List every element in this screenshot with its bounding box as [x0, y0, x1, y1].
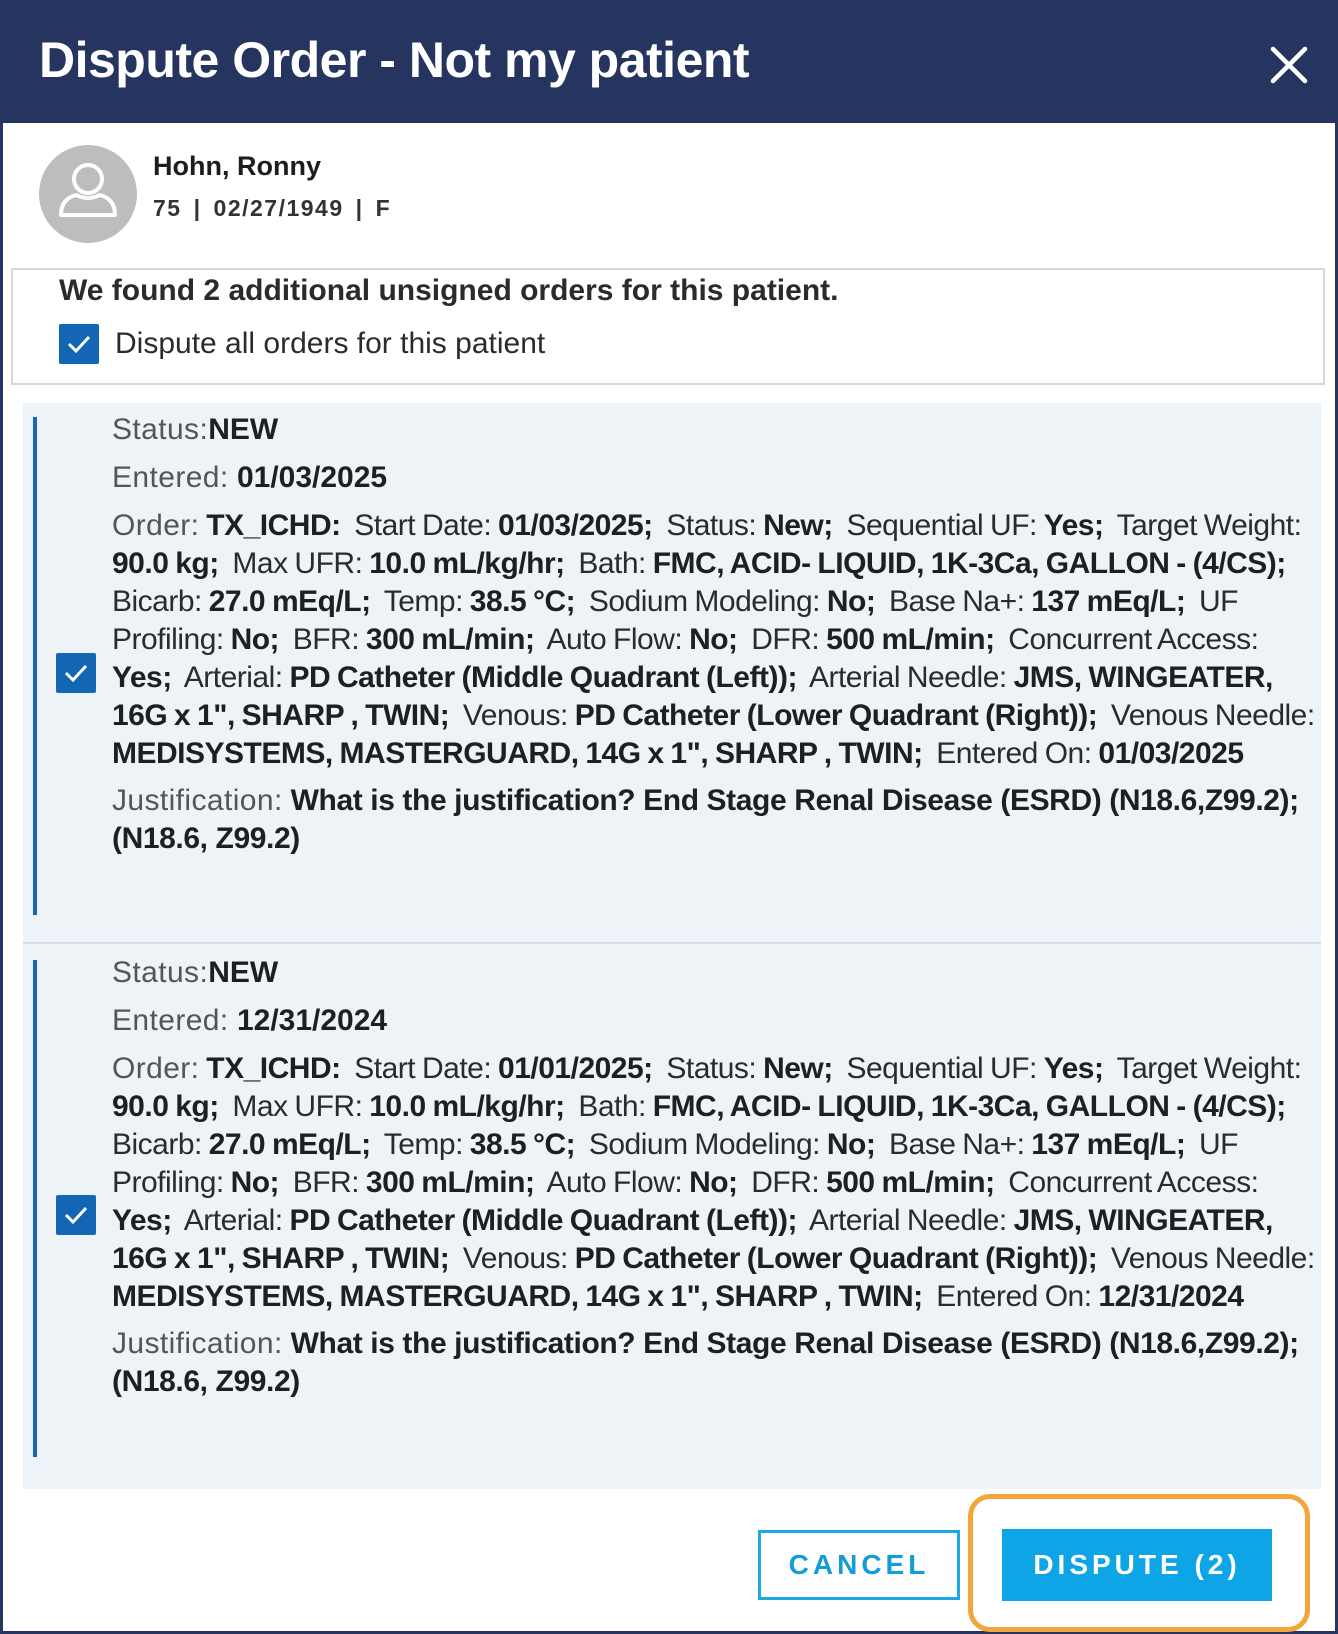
field-label: DFR:: [751, 623, 820, 656]
field-label: Venous Needle:: [1110, 1242, 1315, 1275]
field-value: PD Catheter (Lower Quadrant (Right));: [574, 699, 1098, 732]
field-value: FMC, ACID- LIQUID, 1K-3Ca, GALLON - (4/CS);: [652, 1090, 1286, 1123]
dialog-title: Dispute Order - Not my patient: [39, 32, 750, 88]
order-details: [112, 411, 1322, 858]
justification-label: Justification:: [112, 784, 283, 817]
field-label: BFR:: [292, 1166, 360, 1199]
field-label: Sequential UF:: [846, 1052, 1037, 1085]
field-value: 01/01/2025;: [498, 1052, 653, 1085]
field-label: Start Date:: [354, 1052, 492, 1085]
notice-message: We found 2 additional unsigned orders for this patient.: [59, 274, 839, 307]
order-code: TX_ICHD:: [206, 509, 341, 542]
orders-list: [23, 403, 1321, 1489]
patient-dob: 02/27/1949: [213, 195, 344, 221]
field-label: Target Weight:: [1116, 1052, 1302, 1085]
order-status: NEW: [208, 956, 279, 989]
field-label: UF Profiling:: [112, 585, 1238, 656]
order-entered-line: [112, 459, 1322, 497]
field-label: Venous:: [462, 1242, 568, 1275]
order-entered-date: 12/31/2024: [236, 1004, 388, 1037]
entered-label: Entered:: [112, 461, 229, 494]
field-label: Concurrent Access:: [1008, 1166, 1259, 1199]
dialog-header: [3, 3, 1335, 123]
field-label: Sodium Modeling:: [588, 585, 820, 618]
field-value: 27.0 mEq/L;: [208, 585, 371, 618]
field-label: Arterial Needle:: [808, 661, 1007, 694]
order-justification: [112, 1325, 1322, 1401]
order-checkbox[interactable]: [56, 1195, 96, 1235]
field-value: No;: [826, 585, 876, 618]
field-value: FMC, ACID- LIQUID, 1K-3Ca, GALLON - (4/CS);: [652, 547, 1286, 580]
field-value: JMS, WINGEATER, 16G x 1", SHARP , TWIN;: [112, 1204, 1273, 1275]
field-label: DFR:: [751, 1166, 820, 1199]
patient-header: [39, 145, 1299, 255]
field-label: Status:: [666, 509, 757, 542]
order-checkbox-wrap[interactable]: [56, 1195, 96, 1235]
field-label: Base Na+:: [889, 585, 1025, 618]
field-value: JMS, WINGEATER, 16G x 1", SHARP , TWIN;: [112, 661, 1273, 732]
field-label: Arterial Needle:: [808, 1204, 1007, 1237]
order-summary: [112, 1050, 1322, 1316]
order-justification: [112, 782, 1322, 858]
field-label: Venous:: [462, 699, 568, 732]
field-label: Bicarb:: [112, 1128, 202, 1161]
user-avatar-icon: [39, 145, 137, 243]
checkmark-icon: [64, 329, 94, 359]
field-value: 38.5 °C;: [469, 585, 576, 618]
field-value: Yes;: [112, 1204, 172, 1237]
field-label: Max UFR:: [232, 1090, 363, 1123]
field-value: 27.0 mEq/L;: [208, 1128, 371, 1161]
field-value: 90.0 kg;: [112, 1090, 219, 1123]
field-value: Yes;: [112, 661, 172, 694]
field-value: No;: [689, 1166, 738, 1199]
dispute-button[interactable]: DISPUTE (2): [1002, 1529, 1272, 1601]
field-label: Entered On:: [936, 1280, 1092, 1313]
patient-sex: F: [375, 195, 392, 221]
field-value: No;: [689, 623, 738, 656]
field-value: 300 mL/min;: [365, 623, 535, 656]
checkmark-icon: [61, 658, 91, 688]
checkmark-icon: [61, 1200, 91, 1230]
field-label: Venous Needle:: [1110, 699, 1315, 732]
field-value: PD Catheter (Middle Quadrant (Left));: [289, 661, 797, 694]
cancel-button[interactable]: CANCEL: [758, 1530, 960, 1600]
field-label: Bicarb:: [112, 585, 202, 618]
field-label: Temp:: [383, 585, 463, 618]
field-value: 10.0 mL/kg/hr;: [369, 547, 565, 580]
field-value: 137 mEq/L;: [1031, 585, 1186, 618]
additional-orders-notice: [11, 268, 1325, 385]
separator: |: [193, 195, 202, 221]
field-value: No;: [230, 623, 280, 656]
separator: |: [355, 195, 364, 221]
justification-label: Justification:: [112, 1327, 283, 1360]
status-label: Status:: [112, 413, 209, 446]
field-value: Yes;: [1043, 509, 1104, 542]
patient-demographics: [153, 195, 391, 222]
order-accent-bar: [33, 960, 37, 1457]
field-value: 12/31/2024: [1098, 1280, 1244, 1313]
field-label: BFR:: [292, 623, 360, 656]
field-value: 300 mL/min;: [365, 1166, 535, 1199]
close-icon: [1265, 41, 1313, 89]
order-checkbox[interactable]: [56, 653, 96, 693]
order-accent-bar: [33, 417, 37, 915]
order-status-line: [112, 411, 1322, 449]
field-label: Concurrent Access:: [1008, 623, 1259, 656]
justification-text: What is the justification? End Stage Renal Disease (ESRD) (N18.6,Z99.2); (N18.6, Z99.2): [112, 784, 1299, 855]
order-entered-line: [112, 1002, 1322, 1040]
field-value: 500 mL/min;: [826, 1166, 995, 1199]
field-value: Yes;: [1043, 1052, 1104, 1085]
field-label: Bath:: [578, 547, 646, 580]
field-value: 500 mL/min;: [826, 623, 995, 656]
field-value: New;: [763, 509, 833, 542]
order-summary: [112, 507, 1322, 773]
entered-label: Entered:: [112, 1004, 229, 1037]
field-value: New;: [763, 1052, 833, 1085]
order-status-line: [112, 954, 1322, 992]
patient-name: Hohn, Ronny: [153, 151, 321, 181]
field-label: Auto Flow:: [546, 623, 683, 656]
field-value: 137 mEq/L;: [1031, 1128, 1186, 1161]
field-value: No;: [826, 1128, 876, 1161]
dispute-all-checkbox[interactable]: [59, 324, 99, 364]
field-label: Entered On:: [936, 737, 1092, 770]
order-card: [23, 944, 1321, 1489]
order-code: TX_ICHD:: [206, 1052, 341, 1085]
field-label: Arterial:: [183, 661, 283, 694]
justification-text: What is the justification? End Stage Renal Disease (ESRD) (N18.6,Z99.2); (N18.6, Z99.2): [112, 1327, 1299, 1398]
field-value: MEDISYSTEMS, MASTERGUARD, 14G x 1", SHARP , TWIN;: [112, 1280, 923, 1313]
patient-age: 75: [153, 195, 182, 221]
field-value: 90.0 kg;: [112, 547, 219, 580]
order-label: Order:: [112, 1052, 200, 1085]
field-value: 01/03/2025: [1098, 737, 1244, 770]
order-entered-date: 01/03/2025: [236, 461, 388, 494]
order-details: [112, 954, 1322, 1401]
field-label: Temp:: [383, 1128, 463, 1161]
field-label: Target Weight:: [1116, 509, 1302, 542]
field-label: Max UFR:: [232, 547, 363, 580]
status-label: Status:: [112, 956, 209, 989]
field-value: PD Catheter (Lower Quadrant (Right));: [574, 1242, 1098, 1275]
field-label: Auto Flow:: [546, 1166, 683, 1199]
field-label: Bath:: [578, 1090, 646, 1123]
dispute-all-checkbox-row[interactable]: [59, 324, 545, 364]
field-label: Sodium Modeling:: [588, 1128, 820, 1161]
field-label: Sequential UF:: [846, 509, 1037, 542]
field-value: MEDISYSTEMS, MASTERGUARD, 14G x 1", SHARP , TWIN;: [112, 737, 923, 770]
close-button[interactable]: [1265, 41, 1313, 89]
field-label: Start Date:: [354, 509, 492, 542]
field-value: PD Catheter (Middle Quadrant (Left));: [289, 1204, 797, 1237]
dispute-all-label: Dispute all orders for this patient: [115, 327, 546, 360]
field-label: UF Profiling:: [112, 1128, 1238, 1199]
order-status: NEW: [208, 413, 279, 446]
order-card: [23, 403, 1321, 942]
field-value: 01/03/2025;: [498, 509, 653, 542]
field-value: No;: [230, 1166, 280, 1199]
field-value: 10.0 mL/kg/hr;: [369, 1090, 565, 1123]
order-checkbox-wrap[interactable]: [56, 653, 96, 693]
field-value: 38.5 °C;: [469, 1128, 576, 1161]
field-label: Arterial:: [183, 1204, 283, 1237]
field-label: Base Na+:: [889, 1128, 1025, 1161]
order-label: Order:: [112, 509, 200, 542]
field-label: Status:: [666, 1052, 757, 1085]
